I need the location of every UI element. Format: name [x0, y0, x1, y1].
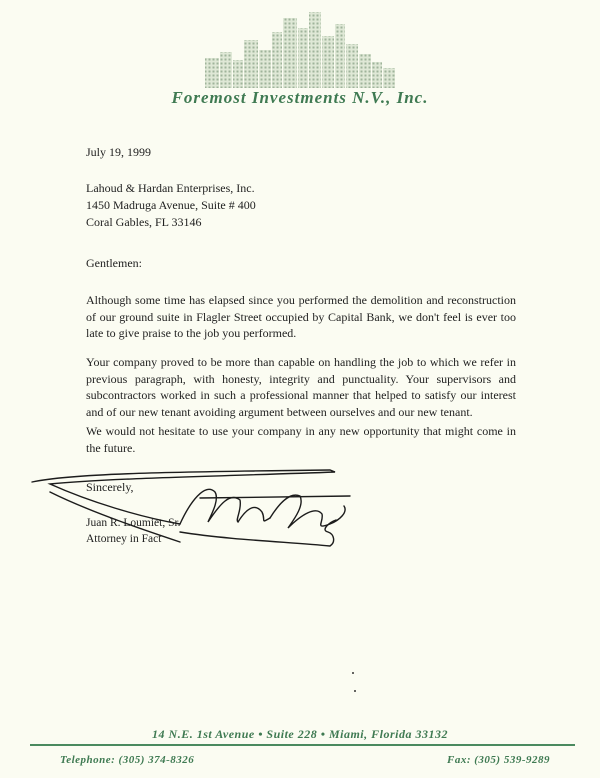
letterhead [0, 0, 600, 120]
body-paragraph: Although some time has elapsed since you performed the demolition and reconstruction of our ground suite in Flagler Street occupied by Capital Bank, we don't feel is ever too late to give praise to the job you performed. [86, 293, 516, 341]
footer-address: 14 N.E. 1st Avenue • Suite 228 • Miami, Florida 33132 [152, 727, 448, 741]
recipient-line: Coral Gables, FL 33146 [86, 215, 202, 229]
speck [354, 690, 356, 692]
salutation: Gentlemen: [86, 256, 142, 270]
speck [352, 672, 354, 674]
signer-title: Attorney in Fact [86, 533, 162, 545]
recipient-line: 1450 Madruga Avenue, Suite # 400 [86, 198, 256, 212]
closing: Sincerely, [86, 480, 134, 494]
signature [30, 462, 370, 562]
footer-divider [30, 744, 575, 746]
signer-block [86, 515, 181, 547]
footer-telephone: Telephone: (305) 374-8326 [60, 754, 195, 766]
footer-fax: Fax: (305) 539-9289 [447, 754, 550, 766]
letter-date: July 19, 1999 [86, 145, 152, 159]
body-paragraph: Your company proved to be more than capable on handling the job to which we refer in previous paragraph, with honesty, integrity and punctuality. Your supervisors and subcontractors worked in such a professional manner that helped to satisfy our interest and of our new tenant avoiding argument between ourselves and our new tenant. [86, 355, 516, 419]
body-paragraph: We would not hesitate to use your company in any new opportunity that might come in the future. [86, 424, 516, 455]
recipient-line: Lahoud & Hardan Enterprises, Inc. [86, 181, 255, 195]
company-name: Foremost Investments N.V., Inc. [171, 88, 429, 107]
signer-name: Juan R. Loumiet, Sr. [86, 517, 181, 529]
city-skyline-icon [200, 10, 400, 90]
recipient-address [86, 180, 256, 231]
